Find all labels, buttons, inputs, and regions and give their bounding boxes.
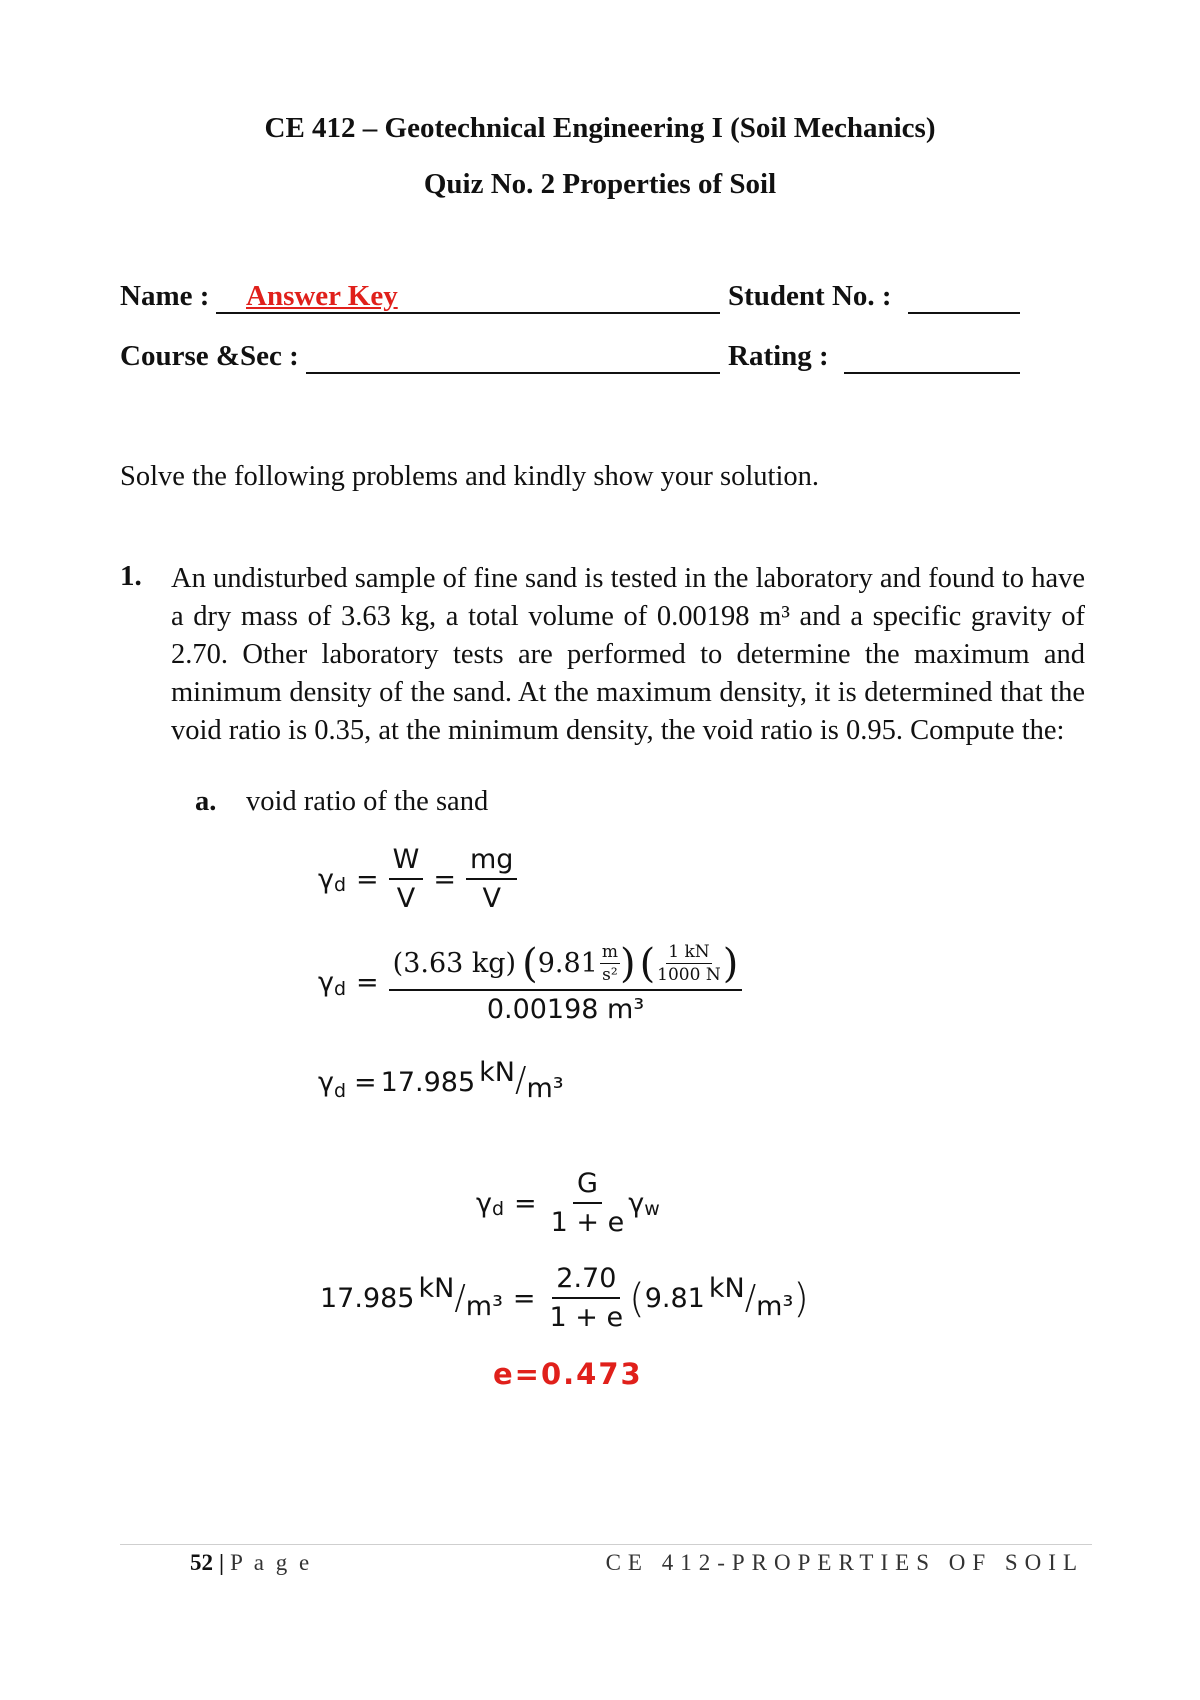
- name-field[interactable]: [216, 278, 720, 314]
- equation-substitution: γ d = (3.63 kg) ( 9.81 $\frac{m}{\text{s²}}$ ) ( $\frac{1 kN}{1000 N}$ ) 0.00198 m³: [318, 940, 742, 1025]
- course-sec-label: Course &Sec :: [120, 340, 299, 372]
- quiz-title: Quiz No. 2 Properties of Soil: [423, 168, 777, 200]
- problem-number: 1.: [120, 560, 142, 592]
- course-sec-field[interactable]: [306, 338, 720, 374]
- name-label: Name :: [120, 280, 210, 312]
- student-no-label: Student No. :: [728, 280, 892, 312]
- part-text: void ratio of the sand: [246, 786, 489, 817]
- name-value: Answer Key: [246, 280, 398, 312]
- rating-field[interactable]: [844, 338, 1020, 374]
- page-label: P a g e: [230, 1550, 313, 1575]
- rating-label: Rating :: [728, 340, 829, 372]
- equation-dry-unit-weight-result: γ d = 17.985 kN / m³: [318, 1057, 564, 1104]
- footer-page: 52 | P a g e: [190, 1550, 313, 1575]
- part-letter: a.: [195, 786, 217, 817]
- problem-text: An undisturbed sample of fine sand is tested in the laboratory and found to have a dry mass of 3.63 kg, a total volume of 0.00198 m³ and a specific gravity of 2.70. Other laboratory tests are performed to determine the maximum and minimum density of the sand. At the maximum density, it is determined that the void ratio is 0.35, at the minimum density, the void ratio is 0.95. Compute the:: [171, 563, 1085, 746]
- student-no-field[interactable]: [908, 278, 1020, 314]
- equation-void-ratio-relation: γ d = $\frac{G}{1 + e}$ γ w: [476, 1168, 660, 1238]
- page-number: 52: [190, 1550, 213, 1575]
- running-title: CE 412-PROPERTIES OF SOIL: [605, 1550, 1084, 1575]
- course-title: CE 412 – Geotechnical Engineering I (Soil Mechanics): [264, 112, 936, 144]
- footer-divider: [120, 1544, 1092, 1545]
- equation-unit-weight-definition: γ d = $\frac{W}{V}$ = $\frac{mg}{V}$: [318, 844, 517, 914]
- answer-void-ratio: e=0.473: [493, 1357, 643, 1391]
- instructions: Solve the following problems and kindly show your solution.: [120, 461, 820, 492]
- equation-void-ratio-substitution: 17.985 kN / m³ = $\frac{2.70}{1 + e}$ ( 9.81 kN / m³ ): [320, 1263, 809, 1333]
